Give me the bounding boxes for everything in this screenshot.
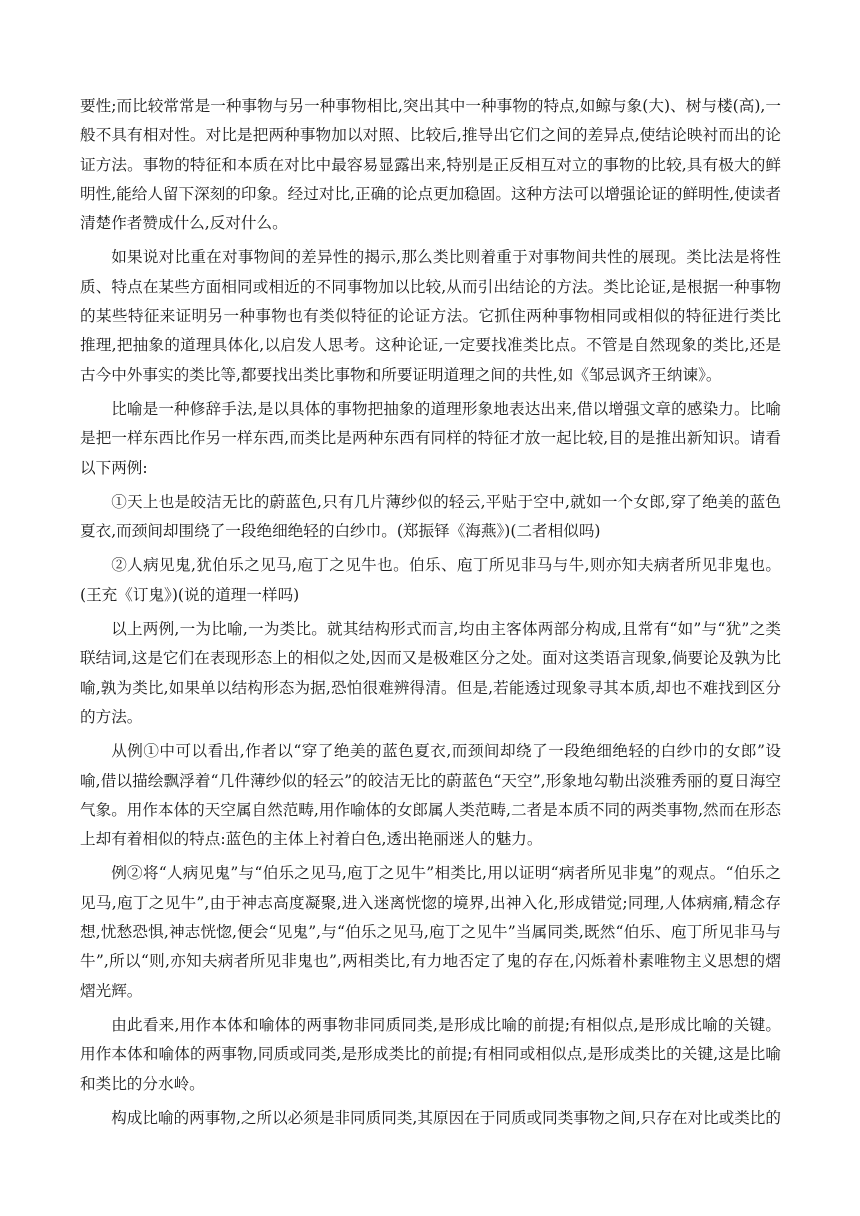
paragraph-trailing: 构成比喻的两事物,之所以必须是非同质同类,其原因在于同质或同类事物之间,只存在对比或类比的: [111, 1108, 781, 1127]
paragraph-continued: 要性;而比较常常是一种事物与另一种事物相比,突出其中一种事物的特点,如鲸与象(大)、树与楼(高),一般不具有相对性。对比是把两种事物加以对照、比较后,推导出它们之间的差异点,使结论映衬而出的论证方法。事物的特征和本质在对比中最容易显露出来,特别是正反相互对立的事物的比较,具有极大的鲜明性,能给人留下深刻的印象。经过对比,正确的论点更加稳固。这种方法可以增强论证的鲜明性,使读者清楚作者赞成什么,反对什么。: [80, 97, 781, 233]
paragraph-metaphor-definition: 比喻是一种修辞手法,是以具体的事物把抽象的道理形象地表达出来,借以增强文章的感染力。比喻是把一样东西比作另一样东西,而类比是两种东西有同样的特征才放一起比较,目的是推出新知识。请看以下两例:: [80, 399, 781, 477]
paragraph-example-1: ①天上也是皎洁无比的蔚蓝色,只有几片薄纱似的轻云,平贴于空中,就如一个女郎,穿了绝美的蓝色夏衣,而颈间却围绕了一段绝细绝轻的白纱巾。(郑振铎《海燕》)(二者相似吗): [80, 492, 781, 541]
paragraph-analysis-1: 从例①中可以看出,作者以“穿了绝美的蓝色夏衣,而颈间却绕了一段绝细绝轻的白纱巾的女郎”设喻,借以描绘飘浮着“几件薄纱似的轻云”的皎洁无比的蔚蓝色“天空”,形象地勾勒出淡雅秀丽的夏日海空气象。用作本体的天空属自然范畴,用作喻体的女郎属人类范畴,二者是本质不同的两类事物,然而在形态上却有着相似的特点:蓝色的主体上衬着白色,透出艳丽迷人的魅力。: [80, 742, 781, 849]
paragraph-comparison: 以上两例,一为比喻,一为类比。就其结构形式而言,均由主客体两部分构成,且常有“如”与“犹”之类联结词,这是它们在表现形态上的相似之处,因而又是极难区分之处。面对这类语言现象,倘要论及孰为比喻,孰为类比,如果单以结构形态为据,恐怕很难辨得清。但是,若能透过现象寻其本质,却也不难找到区分的方法。: [80, 620, 781, 726]
paragraph-conclusion: 由此看来,用作本体和喻体的两事物非同质同类,是形成比喻的前提;有相似点,是形成比喻的关键。用作本体和喻体的两事物,同质或同类,是形成类比的前提;有相同或相似点,是形成类比的关键,这是比喻和类比的分水岭。: [80, 1015, 781, 1093]
paragraph-analysis-2: 例②将“人病见鬼”与“伯乐之见马,庖丁之见牛”相类比,用以证明“病者所见非鬼”的观点。“伯乐之见马,庖丁之见牛”,由于神志高度凝聚,进入迷离恍惚的境界,出神入化,形成错觉;同理,人体病痛,精念存想,忧愁恐惧,神志恍惚,便会“见鬼”,与“伯乐之见马,庖丁之见牛”当属同类,既然“伯乐、庖丁所见非马与牛”,所以“则,亦知夫病者所见非鬼也”,两相类比,有力地否定了鬼的存在,闪烁着朴素唯物主义思想的熠熠光辉。: [80, 864, 781, 1000]
document-page: [80, 92, 781, 1138]
paragraph-example-2: ②人病见鬼,犹伯乐之见马,庖丁之见牛也。伯乐、庖丁所见非马与牛,则亦知夫病者所见非鬼也。(王充《订鬼》)(说的道理一样吗): [80, 556, 781, 604]
paragraph-analogy-definition: 如果说对比重在对事物间的差异性的揭示,那么类比则着重于对事物间共性的展现。类比法是将性质、特点在某些方面相同或相近的不同事物加以比较,从而引出结论的方法。类比论证,是根据一种事物的某些特征来证明另一种事物也有类似特征的论证方法。它抓住两种事物相同或相似的特征进行类比推理,把抽象的道理具体化,以启发人思考。这种论证,一定要找准类比点。不管是自然现象的类比,还是古今中外事实的类比等,都要找出类比事物和所要证明道理之间的共性,如《邹忌讽齐王纳谏》。: [80, 248, 781, 384]
